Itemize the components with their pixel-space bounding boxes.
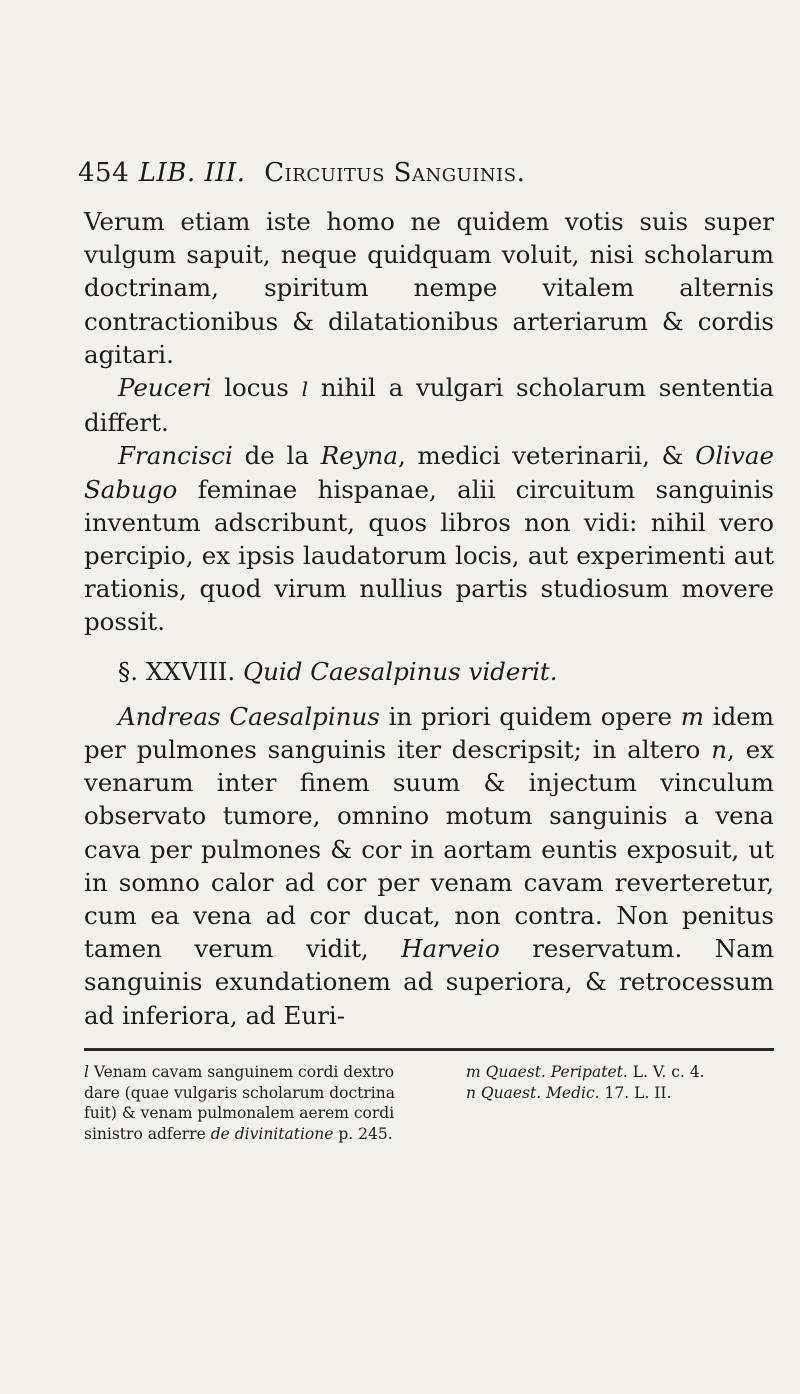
author-name: Andreas Caesalpinus	[118, 701, 380, 731]
author-name: Olivae Sabugo	[84, 441, 774, 504]
paragraph-2	[84, 371, 774, 439]
footnote-mark: l	[301, 377, 309, 402]
text-run: feminae hispanae, alii circuitum sanguinis inventum adscribunt, quos libros non vidi: nihil vero percipio, ex ipsis laudatorum locis, aut experimenti aut rationis, quod virum nullius partis studiosum movere possit.	[84, 474, 774, 637]
footnote-mark: l	[84, 1063, 89, 1081]
book-number: LIB. III.	[138, 158, 246, 188]
text-run: L. V. c. 4.	[627, 1063, 705, 1081]
text-run: , ex venarum inter finem suum & injectum vinculum observato tumore, omnino motum sanguinis a vena cava per pulmones & cor in aortam euntis exposuit, ut in somno calor ad cor per venam cavam reverteretur, cum ea vena ad cor ducat, non contra. Non penitus tamen verum vidit,	[84, 735, 774, 964]
author-name: Reyna	[320, 441, 398, 471]
text-run: 17. L. II.	[599, 1083, 672, 1102]
footnote-mark: m	[680, 701, 704, 731]
text-run: , medici veterinarii, &	[397, 441, 696, 471]
footnote-divider	[84, 1048, 774, 1051]
footnote-mark: n	[711, 735, 728, 765]
text-run: reservatum. Nam sanguinis exundationem ad superiora, & retrocessum ad inferiora, ad Euri-	[84, 934, 774, 1030]
author-name: Francisci	[118, 441, 233, 471]
text-run: in priori quidem opere	[379, 701, 681, 731]
footnote-mark: m	[466, 1063, 481, 1081]
footnote-n	[436, 1083, 774, 1104]
main-text	[84, 205, 774, 1032]
footnote-l	[84, 1062, 422, 1144]
paragraph-3	[84, 439, 774, 638]
source-title: Quaest. Medic.	[480, 1083, 600, 1102]
running-head	[78, 158, 758, 188]
text-run: de la	[232, 441, 321, 471]
page-number: 454	[78, 158, 130, 188]
text-run: idem per pulmones sanguinis iter descripsit; in altero	[84, 701, 774, 765]
author-name: Peuceri	[118, 373, 212, 403]
footnote-mark: n	[466, 1083, 476, 1102]
text-run: locus	[211, 373, 302, 403]
footnote-m	[436, 1062, 774, 1083]
text-run: Venam cavam sanguinem cordi dextro dare (quae vulgaris scholarum doctrina fuit) & venam pulmonalem aerem cordi sinistro adferre	[84, 1063, 395, 1143]
paragraph-1: Verum etiam iste homo ne quidem votis suis super vulgum sapuit, neque quidquam voluit, nisi scholarum doctrinam, spiritum nempe vitalem alternis contractionibus & dilatationibus arteriarum & cordis agitari.	[84, 207, 774, 369]
running-title: Circuitus Sanguinis.	[264, 158, 526, 188]
paragraph-4	[84, 700, 774, 1032]
footnote-column-left	[84, 1062, 422, 1144]
text-run: p. 245.	[333, 1124, 393, 1143]
source-title: de divinitatione	[210, 1124, 334, 1143]
text-run: nihil a vulgari scholarum sententia differt.	[84, 373, 774, 438]
footnote-column-right	[436, 1062, 774, 1144]
footnotes	[84, 1062, 774, 1144]
section-title: Quid Caesalpinus viderit.	[243, 656, 558, 686]
section-heading	[84, 655, 774, 688]
source-title: Quaest. Peripatet.	[485, 1063, 628, 1081]
section-number: §. XXVIII.	[118, 656, 236, 686]
author-name: Harveio	[401, 934, 500, 964]
